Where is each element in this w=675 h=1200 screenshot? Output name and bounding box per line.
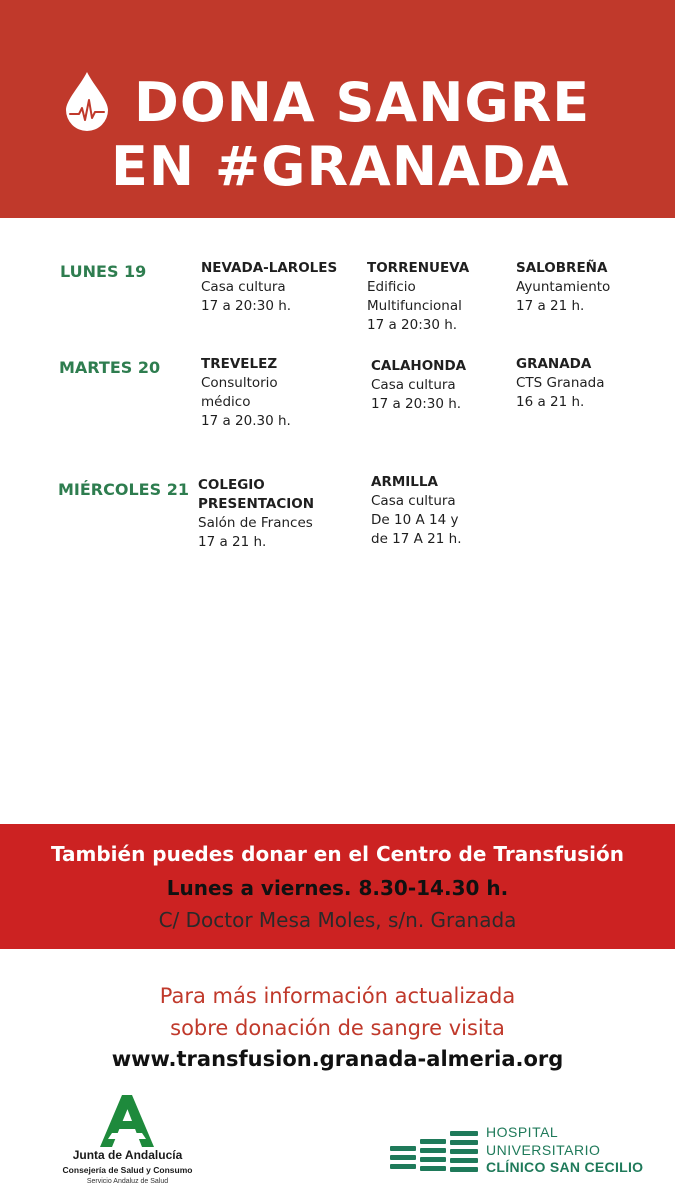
day-label-lunes: LUNES 19 [60,262,147,281]
location-detail: Casa cultura [371,493,456,509]
location-detail: Multifuncional [367,298,462,314]
location-hours: de 17 A 21 h. [371,531,462,547]
location-name: SALOBREÑA [516,260,608,276]
junta-servicio: Servicio Andaluz de Salud [86,1178,169,1185]
location-detail: Casa cultura [371,377,456,393]
junta-consejeria: Consejería de Salud y Consumo [62,1165,193,1175]
website-link[interactable]: www.transfusion.granada-almeria.org [111,1047,564,1071]
location-detail: médico [201,394,251,410]
transfusion-center-address: C/ Doctor Mesa Moles, s/n. Granada [158,908,517,932]
location-hours: 17 a 21 h. [198,534,267,550]
hospital-san-cecilio-logo [388,1124,658,1180]
location-hours: De 10 A 14 y [371,512,459,528]
location-nevada-laroles [201,259,337,316]
location-detail: Ayuntamiento [516,279,611,295]
location-torrenueva [367,259,469,335]
location-name: TREVELEZ [201,356,278,372]
info-text-line2: sobre donación de sangre visita [170,1016,505,1040]
location-name: GRANADA [516,356,592,372]
transfusion-center-heading: También puedes donar en el Centro de Transfusión [50,842,625,866]
day-label-miercoles: MIÉRCOLES 21 [58,480,189,499]
location-granada [516,355,605,412]
blood-drop-heartbeat-icon [64,70,110,132]
location-detail: CTS Granada [516,375,605,391]
day-label-martes: MARTES 20 [59,358,161,377]
junta-andalucia-logo [40,1095,215,1190]
location-hours: 17 a 20:30 h. [201,298,292,314]
page-title-line2: EN #GRANADA [111,135,570,198]
page-title-line1: DONA SANGRE [134,71,591,134]
location-hours: 17 a 20.30 h. [201,413,291,429]
location-detail: Salón de Frances [198,515,313,531]
location-trevelez [201,355,291,431]
hospital-name-line2: UNIVERSITARIO [486,1142,601,1158]
location-hours: 17 a 20:30 h. [367,317,458,333]
location-name: TORRENUEVA [367,260,470,276]
location-name: PRESENTACION [198,496,315,512]
location-name: ARMILLA [371,474,438,490]
location-colegio-presentacion [198,476,314,552]
location-hours: 17 a 21 h. [516,298,585,314]
junta-name: Junta de Andalucía [72,1148,183,1162]
location-detail: Casa cultura [201,279,286,295]
hospital-name-line3: CLÍNICO SAN CECILIO [486,1159,644,1175]
location-hours: 17 a 20:30 h. [371,396,462,412]
transfusion-center-hours: Lunes a viernes. 8.30-14.30 h. [166,876,509,900]
junta-andalucia-emblem-icon [100,1095,154,1147]
location-detail: Edificio [367,279,416,295]
hospital-emblem-icon [388,1128,480,1176]
location-armilla [371,473,461,549]
location-name: CALAHONDA [371,358,467,374]
location-calahonda [371,357,466,414]
location-name: COLEGIO [198,477,265,493]
hospital-name-line1: HOSPITAL [486,1124,559,1140]
location-salobrena [516,259,610,316]
location-name: NEVADA-LAROLES [201,260,338,276]
info-text-line1: Para más información actualizada [159,984,516,1008]
location-hours: 16 a 21 h. [516,394,585,410]
location-detail: Consultorio [201,375,278,391]
